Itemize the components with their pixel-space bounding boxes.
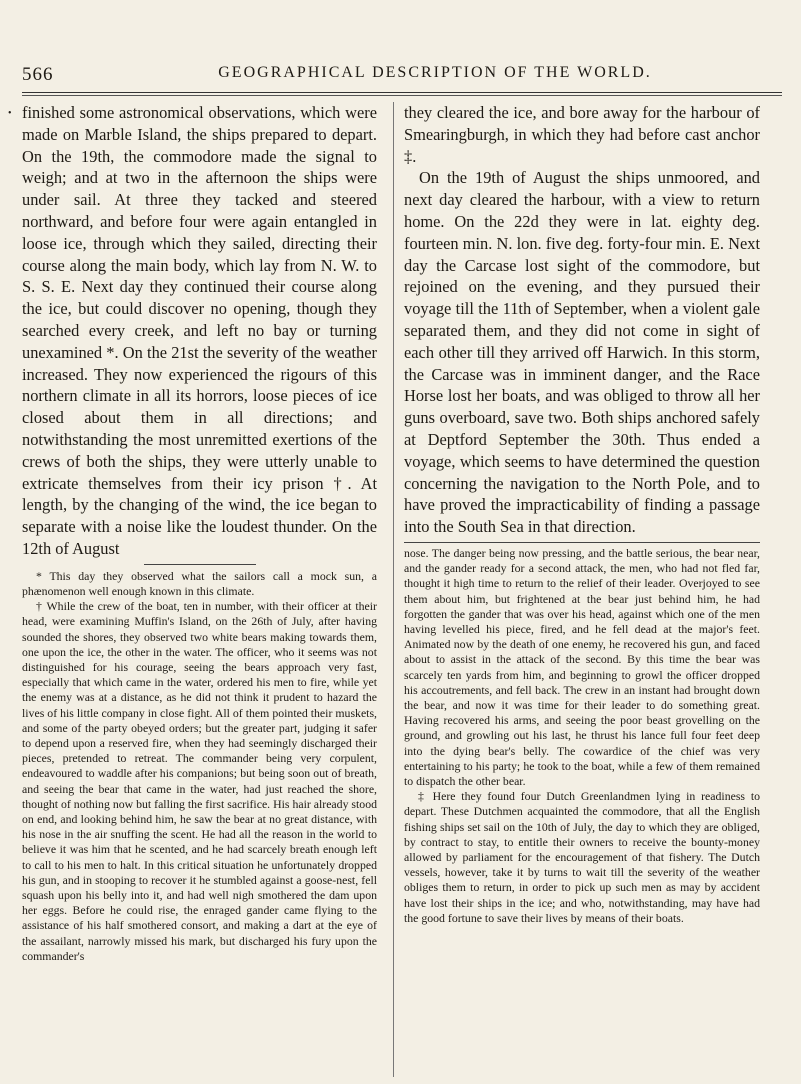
- footnote-separator-right: [404, 542, 760, 543]
- page-header: [0, 64, 801, 92]
- page-number: 566: [22, 64, 54, 85]
- margin-mark: •: [8, 108, 12, 119]
- footnote-separator: [144, 564, 256, 565]
- header-rule: [22, 92, 782, 96]
- footnote-star: * This day they observed what the sailors call a mock sun, a phænomenon well enough known in this climate.: [22, 568, 377, 598]
- right-main-text-1: they cleared the ice, and bore away for the harbour of Smearingburgh, in which they had before cast anchor ‡.: [404, 103, 760, 166]
- footnote-dagger: † While the crew of the boat, ten in number, with their officer at their head, were examining Muffin's Island, on the 26th of July, after having sounded the shores, they observed two white bears making towards them, one upon the ice, the other in the water. The officer, who it seems was not distinguished for his courage, seeing the bears approach very fast, especially that which came in the water, ordered his men to fire, while yet the enemy was at a distance, as he did not think it prudent to hazard the lives of his little company in close fight. All of them pointed their muskets, and some of the party obeyed orders; but the greater part, judging it safer to depend upon a reserved fire, when they had seemingly discharged their pieces, pretended to retreat. The commander being very corpulent, endeavoured to waddle after his companions; but being soon out of breath, and seeing the bear that came in the water, had just reached the shore, thought of nothing now but falling the first sacrifice. His hair already stood on end, and looking behind him, he saw the bear at no great distance, with his nose in the air snuffing the scent. He had all the reason in the world to believe it was him that he scented, and he had scarcely breath enough left to call to his men to halt. In this critical situation he unfortunately dropped his gun, and in stooping to recover it he stumbled against a goose-nest, fell squash upon his belly into it, and had well nigh smothered the dam upon her eggs. Before he could rise, the enraged gander came flying to the assistance of his half smothered consort, and making a dart at the eye of the assailant, narrowly missed his mark, but discharged his fury upon the commander's: [22, 599, 377, 963]
- right-column: [404, 102, 760, 926]
- footnote-double-dagger: ‡ Here they found four Dutch Greenlandmen lying in readiness to depart. These Dutchmen acquainted the commodore, that all the English fishing ships set sail on the 10th of July, the day to which they are obliged, by contract to stay, to entitle their owners to receive the bounty-money allowed by parliament for the encouragement of that fishery. The Dutch vessels, however, take it by turns to wait till the severity of the weather obliges them to return, in order to pick up such men as may by accident have lost their ships in the ice; and who, notwithstanding, may have had the good fortune to save their lives by means of their boats.: [404, 789, 760, 925]
- footnote-continued: nose. The danger being now pressing, and the battle serious, the bear near, and the gander ready for a second attack, the men, who had not fled far, thought it high time to return to the relief of their leader. Overjoyed to see them about him, but frightened at the bear just behind him, he had forgotten the gander that was over his head, against which one of the men having levelled his piece, fired, and he fell dead at the major's feet. Animated now by the death of one enemy, he recovered his gun, and faced about to assist in the attack of the second. By this time the bear was scarcely ten yards from him, and beginning to growl the officer dropped his accoutrements, and fell back. The crew in an instant had brought down the bear, and now it was time for their leader to do something great. Having recovered his arms, and seeing the poor beast grovelling on the ground, and growling out his last, he thrust his lance full four feet deep into the dying bear's belly. The cowardice of the chief was very entertaining to his party; he took to the boat, while a few of them remained to dispatch the other bear.: [404, 545, 760, 788]
- running-title: GEOGRAPHICAL DESCRIPTION OF THE WORLD.: [218, 64, 652, 81]
- left-column: [22, 102, 377, 964]
- right-main-text-2: On the 19th of August the ships unmoored, and next day cleared the harbour, with a view to return home. On the 22d they were in lat. eighty deg. fourteen min. N. lon. five deg. forty-four min. E. Next day the Carcase lost sight of the commodore, but rejoined on the evening, and they pursued their voyage till the 11th of September, when a violent gale separated them, and they did not come in sight of each other till they arrived off Harwich. In this storm, the Carcase was in imminent danger, and the Race Horse lost her boats, and was obliged to throw all her guns overboard, save two. Both ships anchored safely at Deptford September the 30th. Thus ended a voyage, which seems to have determined the question concerning the navigation to the North Pole, and to have proved the impracticability of finding a passage into the South Sea in that direction.: [404, 168, 760, 537]
- column-divider: [393, 102, 394, 1077]
- left-main-text: finished some astronomical observations, which were made on Marble Island, the ships prepared to depart. On the 19th, the commodore made the signal to weigh; and at two in the afternoon the ships were under sail. At three they tacked and steered northward, and before four were again entangled in loose ice, through which they sailed, directing their course along the main body, which lay from N. W. to S. S. E. Next day they continued their course along the ice, but could discover no opening, though they searched every creek, and left no bay or turning unexamined *. On the 21st the severity of the weather increased. They now experienced the rigours of this northern climate in all its horrors, loose pieces of ice closed about them in all directions; and notwithstanding the most unremitted exertions of the crews of both the ships, they were utterly unable to extricate themselves from their icy prison †. At length, by the changing of the wind, the ice began to separate with a noise like the loudest thunder. On the 12th of August: [22, 103, 377, 558]
